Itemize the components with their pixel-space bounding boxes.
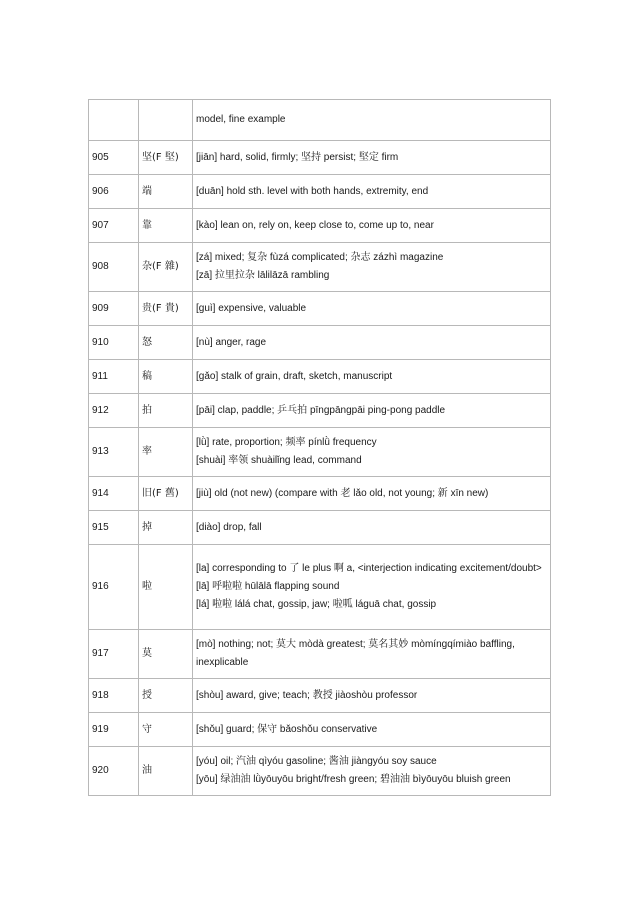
entry-character: 稿 <box>139 360 193 394</box>
entry-number: 914 <box>89 477 139 511</box>
definition-line: [kào] lean on, rely on, keep close to, come up to, near <box>196 219 434 231</box>
entry-number: 905 <box>89 141 139 175</box>
entry-character: 守 <box>139 713 193 747</box>
entry-number: 918 <box>89 679 139 713</box>
entry-character <box>139 100 193 141</box>
entry-character: 授 <box>139 679 193 713</box>
definition-line: [lǜ] rate, proportion; 频率 pínlǜ frequency <box>196 437 377 448</box>
definition-line: [la] corresponding to 了 le plus 啊 a, <interjection indicating excitement/doubt> <box>196 563 542 574</box>
entry-character: 端 <box>139 175 193 209</box>
entry-definition <box>193 511 551 545</box>
definition-line: [nù] anger, rage <box>196 336 267 348</box>
table-row <box>89 175 551 209</box>
entry-number: 909 <box>89 292 139 326</box>
entry-number: 911 <box>89 360 139 394</box>
entry-character: 拍 <box>139 394 193 428</box>
table-row <box>89 713 551 747</box>
entry-definition <box>193 175 551 209</box>
definition-line: [yóu] oil; 汽油 qìyóu gasoline; 酱油 jiàngyóu soy sauce <box>196 756 437 767</box>
entry-character: 坚(F 堅) <box>139 141 193 175</box>
table-row <box>89 292 551 326</box>
definition-line: [shuài] 率领 shuàilǐng lead, command <box>196 455 362 466</box>
definition-line: [zá] mixed; 复杂 fùzá complicated; 杂志 zázhì magazine <box>196 252 444 263</box>
table-row <box>89 747 551 796</box>
definition-line: [shǒu] guard; 保守 bǎoshǒu conservative <box>196 723 378 735</box>
entry-character: 掉 <box>139 511 193 545</box>
entry-number: 906 <box>89 175 139 209</box>
table-row <box>89 477 551 511</box>
definition-line: [duān] hold sth. level with both hands, extremity, end <box>196 185 429 197</box>
entry-number: 919 <box>89 713 139 747</box>
entry-character: 率 <box>139 428 193 477</box>
entry-character: 啦 <box>139 545 193 630</box>
entry-number: 915 <box>89 511 139 545</box>
table-row <box>89 679 551 713</box>
table-row <box>89 326 551 360</box>
entry-number: 916 <box>89 545 139 630</box>
entry-character: 莫 <box>139 630 193 679</box>
table-row <box>89 360 551 394</box>
entry-definition <box>193 243 551 292</box>
definition-line: [lā] 呼啦啦 hūlālā flapping sound <box>196 581 340 592</box>
entry-definition <box>193 100 551 141</box>
definition-line: [shòu] award, give; teach; 教授 jiàoshòu professor <box>196 689 418 701</box>
table-row <box>89 630 551 679</box>
vocabulary-table-body <box>89 100 551 796</box>
definition-line: [zā] 拉里拉杂 lālilāzā rambling <box>196 270 330 281</box>
entry-definition <box>193 394 551 428</box>
entry-definition <box>193 630 551 679</box>
definition-line: [mò] nothing; not; 莫大 mòdà greatest; 莫名其妙 mòmíngqímiào baffling, inexplicable <box>196 639 515 668</box>
entry-character: 贵(F 貴) <box>139 292 193 326</box>
entry-character: 旧(F 舊) <box>139 477 193 511</box>
entry-number: 910 <box>89 326 139 360</box>
entry-number: 917 <box>89 630 139 679</box>
entry-definition <box>193 209 551 243</box>
table-row <box>89 511 551 545</box>
table-row <box>89 394 551 428</box>
entry-definition <box>193 713 551 747</box>
entry-number: 913 <box>89 428 139 477</box>
definition-line: [jiù] old (not new) (compare with 老 lǎo old, not young; 新 xīn new) <box>196 487 489 499</box>
table-row <box>89 209 551 243</box>
table-row <box>89 100 551 141</box>
definition-line: [gǎo] stalk of grain, draft, sketch, manuscript <box>196 370 393 382</box>
entry-definition <box>193 545 551 630</box>
entry-character: 靠 <box>139 209 193 243</box>
definition-line: model, fine example <box>196 114 286 125</box>
entry-character: 怒 <box>139 326 193 360</box>
entry-definition <box>193 292 551 326</box>
definition-line: [diào] drop, fall <box>196 521 262 533</box>
entry-definition <box>193 679 551 713</box>
definition-line: [yōu] 绿油油 lǜyōuyōu bright/fresh green; 碧油油 bìyōuyōu bluish green <box>196 774 511 785</box>
entry-definition <box>193 141 551 175</box>
definition-line: [pāi] clap, paddle; 乒乓拍 pīngpāngpāi ping-pong paddle <box>196 404 446 416</box>
entry-number: 920 <box>89 747 139 796</box>
entry-character: 杂(F 雜) <box>139 243 193 292</box>
entry-number: 907 <box>89 209 139 243</box>
entry-character: 油 <box>139 747 193 796</box>
definition-line: [guì] expensive, valuable <box>196 302 307 314</box>
entry-definition <box>193 360 551 394</box>
entry-definition <box>193 428 551 477</box>
table-row <box>89 141 551 175</box>
table-row <box>89 545 551 630</box>
definition-line: [lá] 啦啦 lálá chat, gossip, jaw; 啦呱 láguā chat, gossip <box>196 599 437 610</box>
entry-definition <box>193 747 551 796</box>
entry-number: 908 <box>89 243 139 292</box>
entry-definition <box>193 477 551 511</box>
table-row <box>89 243 551 292</box>
entry-definition <box>193 326 551 360</box>
entry-number: 912 <box>89 394 139 428</box>
vocabulary-table <box>88 99 551 796</box>
definition-line: [jiān] hard, solid, firmly; 坚持 persist; 堅定 firm <box>196 151 399 163</box>
entry-number <box>89 100 139 141</box>
table-row <box>89 428 551 477</box>
